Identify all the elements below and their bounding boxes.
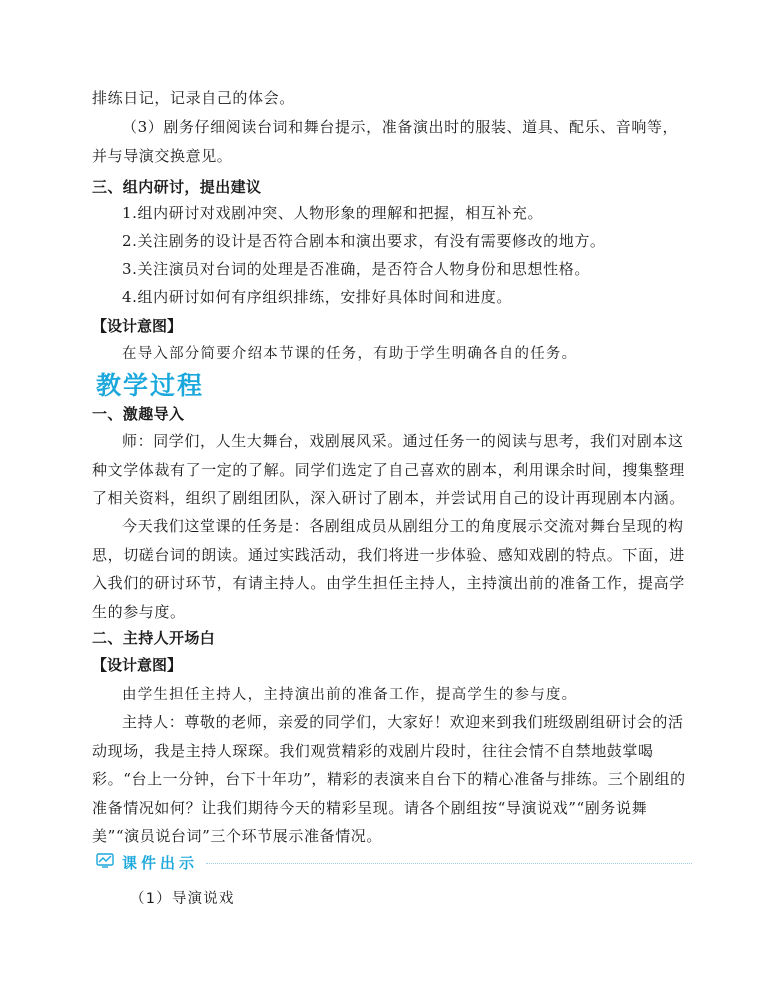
paragraph-juwu: （3）剧务仔细阅读台词和舞台提示，准备演出时的服装、道具、配乐、音响等，并与导演交换意见。 [92, 118, 679, 165]
courseware-icon [96, 852, 114, 872]
design-intent-text-1: 在导入部分简要介绍本节课的任务，有助于学生明确各自的任务。 [122, 346, 578, 362]
courseware-label: 课件出示 [122, 853, 199, 872]
courseware-header [96, 850, 692, 874]
heading-host: 二、主持人开场白 [92, 629, 216, 647]
heading-discuss: 三、组内研讨，提出建议 [92, 178, 262, 196]
discuss-item-4: 4.组内研讨如何有序组织排练，安排好具体时间和进度。 [122, 288, 512, 306]
paragraph-task: 今天我们这堂课的任务是：各剧组成员从剧组分工的角度展示交流对舞台呈现的构思，切磋台词的朗读。通过实践活动，我们将进一步体验、感知戏剧的特点。下面，进入我们的研讨环节，有请主持人。由学生担任主持人，主持演出前的准备工作，提高学生的参与度。 [92, 517, 685, 621]
design-intent-text-2: 由学生担任主持人，主持演出前的准备工作，提高学生的参与度。 [122, 687, 578, 703]
section-title-teaching-process: 教学过程 [96, 371, 205, 400]
discuss-item-2: 2.关注剧务的设计是否符合剧本和演出要求，有没有需要修改的地方。 [122, 232, 606, 250]
discuss-item-1: 1.组内研讨对戏剧冲突、人物形象的理解和把握，相互补充。 [122, 204, 544, 222]
design-intent-label-1: 【设计意图】 [92, 317, 183, 335]
heading-intro: 一、激趣导入 [92, 405, 185, 423]
design-intent-label-2: 【设计意图】 [92, 656, 183, 674]
courseware-item: （1）导演说戏 [130, 891, 235, 907]
discuss-item-3: 3.关注演员对台词的处理是否准确，是否符合人物身份和思想性格。 [122, 260, 590, 278]
paragraph-teacher: 师：同学们，人生大舞台，戏剧展风采。通过任务一的阅读与思考，我们对剧本这种文学体裁有了一定的了解。同学们选定了自己喜欢的剧本，利用课余时间，搜集整理了相关资料，组织了剧组团队，深入研讨了剧本，并尝试用自己的设计再现剧本内涵。 [92, 432, 685, 507]
paragraph-diary: 排练日记，记录自己的体会。 [92, 89, 295, 107]
courseware-divider [206, 862, 692, 864]
paragraph-host: 主持人：尊敬的老师，亲爱的同学们，大家好！欢迎来到我们班级剧组研讨会的活动现场，我是主持人琛琛。我们观赏精彩的戏剧片段时，往往会情不自禁地鼓掌喝彩。“台上一分钟，台下十年功”，精彩的表演来自台下的精心准备与排练。三个剧组的准备情况如何？让我们期待今天的精彩呈现。请各个剧组按“导演说戏”“剧务说舞美”“演员说台词”三个环节展示准备情况。 [92, 713, 686, 845]
